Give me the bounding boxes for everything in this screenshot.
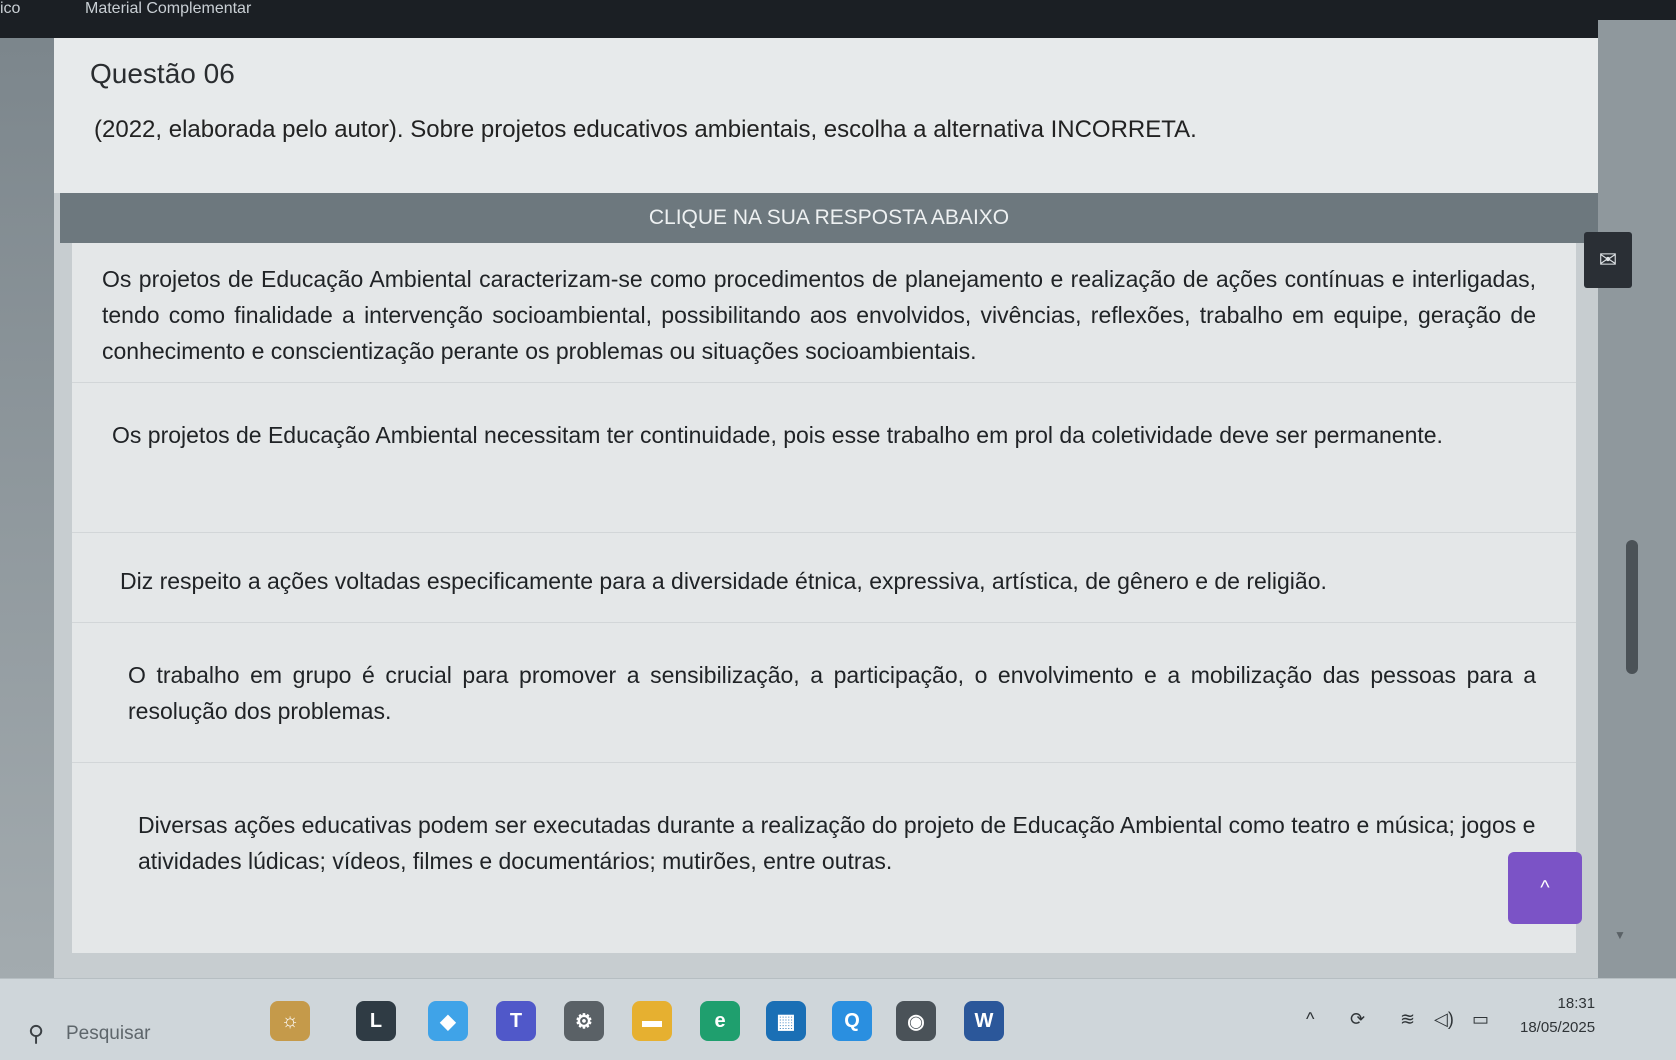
- answer-option-3[interactable]: [72, 533, 1576, 623]
- left-margin: [0, 38, 54, 978]
- answer-option-text: Diz respeito a ações voltadas especificamente para a diversidade étnica, expressiva, artística, de gênero e de religião.: [120, 568, 1327, 594]
- copilot-icon[interactable]: ◆: [428, 1001, 468, 1041]
- banner-label: CLIQUE NA SUA RESPOSTA ABAIXO: [648, 206, 1010, 229]
- widgets-icon[interactable]: ☼: [270, 1001, 310, 1041]
- answer-option-text: Diversas ações educativas podem ser executadas durante a realização do projeto de Educação Ambiental como teatro e música; jogos e atividades lúdicas; vídeos, filmes e documentários; mutirões, entre outras.: [138, 812, 1536, 874]
- answer-option-text: Os projetos de Educação Ambiental necessitam ter continuidade, pois esse trabalho em prol da coletividade deve ser permanente.: [112, 422, 1443, 448]
- question-header: [54, 38, 1598, 193]
- answer-option-5[interactable]: [72, 763, 1576, 953]
- answer-options-list: [72, 243, 1576, 953]
- question-statement: (2022, elaborada pelo autor). Sobre projetos educativos ambientais, escolha a alternativa INCORRETA.: [94, 116, 1197, 143]
- scroll-down-arrow-icon[interactable]: ▼: [1614, 928, 1626, 942]
- right-margin: [1598, 20, 1676, 978]
- top-bar-title[interactable]: Material Complementar: [85, 0, 252, 17]
- answer-option-text: O trabalho em grupo é crucial para promover a sensibilização, a participação, o envolvimento e a mobilização das pessoas para a resolução dos problemas.: [128, 662, 1536, 724]
- search-app-icon[interactable]: Q: [832, 1001, 872, 1041]
- word-icon[interactable]: W: [964, 1001, 1004, 1041]
- app-l-icon[interactable]: L: [356, 1001, 396, 1041]
- chevron-up-icon: ^: [1540, 876, 1550, 899]
- question-page: [54, 38, 1598, 978]
- edge-icon[interactable]: e: [700, 1001, 740, 1041]
- mail-icon: ✉: [1598, 247, 1618, 272]
- volume-icon[interactable]: ◁): [1434, 1009, 1454, 1029]
- file-explorer-icon[interactable]: ▬: [632, 1001, 672, 1041]
- clock-time: 18:31: [1557, 995, 1596, 1012]
- answer-option-text: Os projetos de Educação Ambiental caracterizam-se como procedimentos de planejamento e realização de ações contínuas e interligadas, tendo como finalidade a intervenção socioambiental, possibilitando aos envolvidos, vivências, reflexões, trabalho em equipe, geração de conhecimento e conscientização perante os problemas ou situações socioambientais.: [102, 266, 1536, 364]
- answer-instruction-banner: [60, 193, 1598, 243]
- answer-option-4[interactable]: [72, 623, 1576, 763]
- taskbar-clock[interactable]: [1520, 992, 1595, 1040]
- windows-taskbar: [0, 978, 1676, 1060]
- chrome-icon[interactable]: ◉: [896, 1001, 936, 1041]
- answer-option-2[interactable]: [72, 383, 1576, 533]
- battery-icon[interactable]: ▭: [1472, 1009, 1490, 1029]
- taskbar-search-input[interactable]: Pesquisar: [66, 1023, 151, 1044]
- scrollbar-thumb[interactable]: [1626, 540, 1638, 674]
- settings-icon[interactable]: ⚙: [564, 1001, 604, 1041]
- chevron-up-tray-icon[interactable]: ^: [1306, 1009, 1315, 1029]
- store-icon[interactable]: ▦: [766, 1001, 806, 1041]
- browser-top-bar: [0, 0, 1676, 38]
- wifi-icon[interactable]: ≋: [1400, 1009, 1416, 1029]
- sync-icon[interactable]: ⟳: [1350, 1009, 1366, 1029]
- top-bar-left-text: ico: [0, 0, 21, 17]
- search-icon[interactable]: ⚲: [28, 1021, 45, 1046]
- scroll-to-top-button[interactable]: [1508, 852, 1582, 924]
- teams-icon[interactable]: T: [496, 1001, 536, 1041]
- clock-date: 18/05/2025: [1520, 1019, 1596, 1036]
- answer-option-1[interactable]: [72, 243, 1576, 383]
- mail-button[interactable]: [1584, 232, 1632, 288]
- question-title: Questão 06: [90, 58, 235, 89]
